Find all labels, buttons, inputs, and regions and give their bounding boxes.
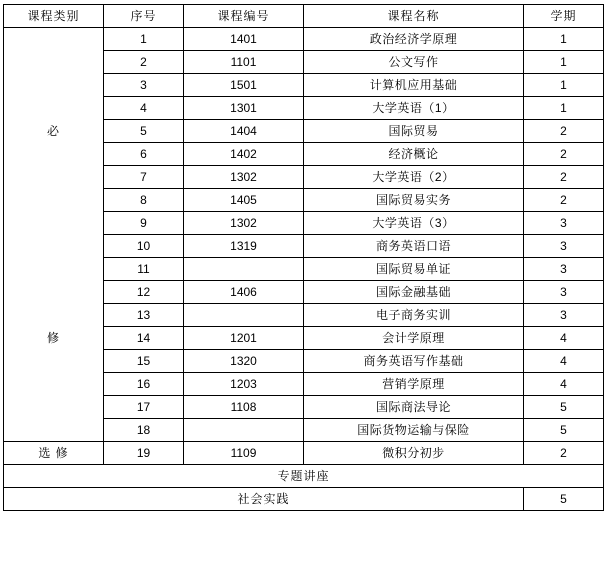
cell-code: 1301	[184, 97, 304, 120]
category-cell-required	[4, 28, 104, 442]
cell-code	[184, 258, 304, 281]
cell-term: 3	[524, 235, 604, 258]
table-header-row	[4, 5, 604, 28]
column-header-code: 课程编号	[184, 5, 304, 28]
cell-code: 1405	[184, 189, 304, 212]
cell-name: 大学英语（1）	[304, 97, 524, 120]
cell-index: 2	[104, 51, 184, 74]
cell-name: 计算机应用基础	[304, 74, 524, 97]
cell-name: 会计学原理	[304, 327, 524, 350]
cell-code: 1302	[184, 212, 304, 235]
cell-code: 1101	[184, 51, 304, 74]
course-plan-table	[3, 4, 604, 511]
cell-index: 7	[104, 166, 184, 189]
cell-code: 1302	[184, 166, 304, 189]
cell-term: 3	[524, 258, 604, 281]
cell-name: 公文写作	[304, 51, 524, 74]
cell-index: 15	[104, 350, 184, 373]
cell-index: 6	[104, 143, 184, 166]
cell-code: 1109	[184, 442, 304, 465]
cell-social-practice: 社会实践	[4, 488, 524, 511]
cell-term: 3	[524, 304, 604, 327]
cell-term: 2	[524, 120, 604, 143]
cell-term: 3	[524, 212, 604, 235]
cell-special-lecture: 专题讲座	[4, 465, 604, 488]
cell-name: 大学英语（2）	[304, 166, 524, 189]
cell-code	[184, 419, 304, 442]
cell-index: 18	[104, 419, 184, 442]
table-row	[4, 28, 604, 51]
cell-social-practice-term: 5	[524, 488, 604, 511]
cell-index: 14	[104, 327, 184, 350]
cell-name: 商务英语写作基础	[304, 350, 524, 373]
cell-index: 12	[104, 281, 184, 304]
cell-name: 国际贸易	[304, 120, 524, 143]
cell-code: 1404	[184, 120, 304, 143]
category-label-line-2: 修	[46, 330, 60, 345]
cell-term: 2	[524, 442, 604, 465]
cell-code: 1203	[184, 373, 304, 396]
cell-term: 2	[524, 166, 604, 189]
cell-name: 微积分初步	[304, 442, 524, 465]
cell-index: 4	[104, 97, 184, 120]
cell-code: 1320	[184, 350, 304, 373]
cell-name: 国际货物运输与保险	[304, 419, 524, 442]
cell-term: 1	[524, 97, 604, 120]
cell-name: 国际金融基础	[304, 281, 524, 304]
column-header-category: 课程类别	[4, 5, 104, 28]
cell-index: 5	[104, 120, 184, 143]
cell-term: 1	[524, 74, 604, 97]
cell-index: 17	[104, 396, 184, 419]
cell-term: 5	[524, 419, 604, 442]
cell-name: 商务英语口语	[304, 235, 524, 258]
cell-name: 国际商法导论	[304, 396, 524, 419]
cell-code: 1501	[184, 74, 304, 97]
table-body	[4, 28, 604, 511]
cell-index: 10	[104, 235, 184, 258]
cell-term: 1	[524, 28, 604, 51]
column-header-index: 序号	[104, 5, 184, 28]
cell-code: 1401	[184, 28, 304, 51]
cell-term: 5	[524, 396, 604, 419]
table-row-social-practice	[4, 488, 604, 511]
cell-name: 经济概论	[304, 143, 524, 166]
column-header-term: 学期	[524, 5, 604, 28]
cell-name: 营销学原理	[304, 373, 524, 396]
cell-name: 政治经济学原理	[304, 28, 524, 51]
cell-index: 13	[104, 304, 184, 327]
cell-term: 4	[524, 350, 604, 373]
cell-code: 1108	[184, 396, 304, 419]
cell-name: 国际贸易实务	[304, 189, 524, 212]
category-label-line-1: 必	[46, 124, 60, 139]
cell-index: 9	[104, 212, 184, 235]
cell-name: 国际贸易单证	[304, 258, 524, 281]
cell-code: 1201	[184, 327, 304, 350]
table-header	[4, 5, 604, 28]
cell-index: 11	[104, 258, 184, 281]
cell-index: 1	[104, 28, 184, 51]
table-row	[4, 442, 604, 465]
cell-term: 2	[524, 143, 604, 166]
cell-code: 1319	[184, 235, 304, 258]
cell-index: 16	[104, 373, 184, 396]
cell-index: 3	[104, 74, 184, 97]
cell-index: 8	[104, 189, 184, 212]
cell-code	[184, 304, 304, 327]
cell-code: 1406	[184, 281, 304, 304]
cell-name: 电子商务实训	[304, 304, 524, 327]
cell-code: 1402	[184, 143, 304, 166]
column-header-name: 课程名称	[304, 5, 524, 28]
category-cell-elective: 选 修	[4, 442, 104, 465]
cell-term: 1	[524, 51, 604, 74]
cell-term: 4	[524, 327, 604, 350]
cell-term: 2	[524, 189, 604, 212]
cell-name: 大学英语（3）	[304, 212, 524, 235]
table-row-special-lecture	[4, 465, 604, 488]
cell-index: 19	[104, 442, 184, 465]
cell-term: 3	[524, 281, 604, 304]
cell-term: 4	[524, 373, 604, 396]
